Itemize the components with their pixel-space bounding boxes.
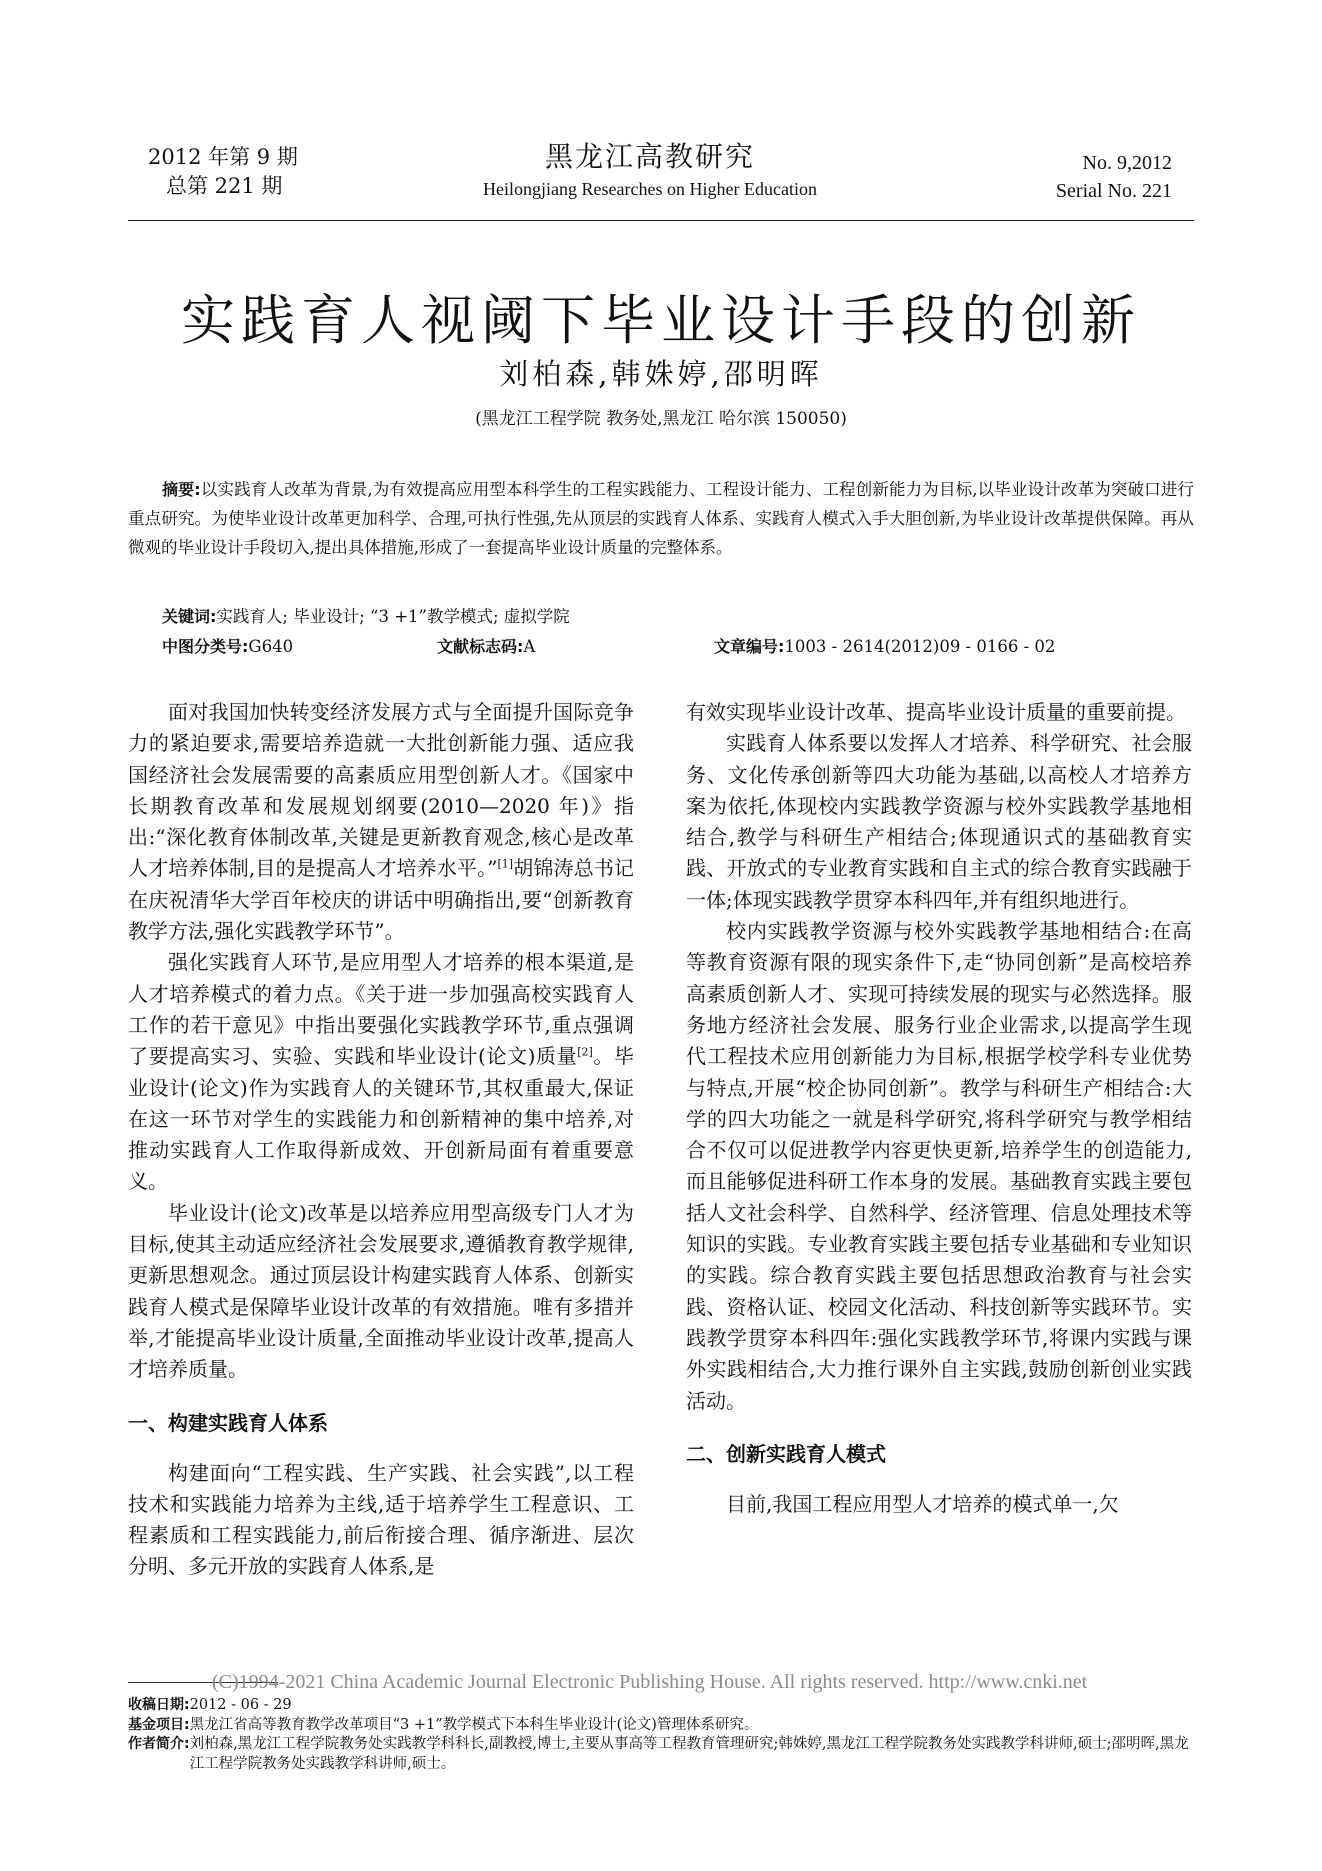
- keywords-text: 实践育人; 毕业设计; “3 +1”教学模式; 虚拟学院: [216, 607, 570, 626]
- keywords-label: 关键词:: [162, 607, 217, 626]
- body-paragraph: 目前,我国工程应用型人才培养的模式单一,欠: [726, 1491, 1119, 1516]
- article-authors: 刘柏森,韩姝婷,邵明晖: [499, 357, 823, 391]
- keywords: [162, 603, 570, 631]
- footnote-fund: [128, 1716, 1198, 1736]
- abstract-label: 摘要:: [162, 480, 201, 499]
- issue-number-en: No. 9,2012: [1082, 152, 1172, 174]
- journal-name-cn: 黑龙江高教研究: [544, 140, 755, 173]
- section-heading-2: 二、创新实践育人模式: [686, 1441, 886, 1466]
- document-code: [437, 633, 535, 661]
- copyright-watermark: (C)1994-2021 China Academic Journal Electronic Publishing House. All rights reserved. http://www.cnki.net: [212, 1671, 1088, 1693]
- body-paragraph: 构建面向“工程实践、生产实践、社会实践”,以工程技术和实践能力培养为主线,适于培养学生工程意识、工程素质和工程实践能力,前后衔接合理、循序渐进、层次分明、多元开放的实践育人体系,是: [128, 1460, 634, 1579]
- section-heading-1: 一、构建实践育人体系: [128, 1410, 328, 1435]
- journal-header: [0, 0, 1322, 230]
- citation-ref: [1]: [497, 857, 514, 871]
- body-paragraph: 面对我国加快转变经济发展方式与全面提升国际竞争力的紧迫要求,需要培养造就一大批创新能力强、适应我国经济社会发展需要的高素质应用型创新人才。《国家中长期教育改革和发展规划纲要(2010—2020 年)》指出:“深化教育体制改革,关键是更新教育观念,核心是改革人才培养体制,目的是提高人才培养水平。”[1]胡锦涛总书记在庆祝清华大学百年校庆的讲话中明确指出,要“创新教育教学方法,强化实践教学环节”。: [128, 700, 634, 944]
- abstract: [128, 475, 1194, 562]
- author-affiliation: (黑龙江工程学院 教务处,黑龙江 哈尔滨 150050): [475, 409, 847, 429]
- body-paragraph: 实践育人体系要以发挥人才培养、科学研究、社会服务、文化传承创新等四大功能为基础,以高校人才培养方案为依托,体现校内实践教学资源与校外实践教学基地相结合,教学与科研生产相结合;体现通识式的基础教育实践、开放式的专业教育实践和自主式的综合教育实践融于一体;体现实践教学贯穿本科四年,并有组织地进行。: [686, 731, 1192, 912]
- header-divider: [128, 220, 1194, 221]
- clc-label: 中图分类号:: [162, 637, 249, 656]
- issue-info: [148, 143, 298, 201]
- footnote-received: [128, 1696, 1198, 1716]
- issue-total-number: 总第 221 期: [166, 174, 283, 198]
- journal-name: [420, 140, 880, 202]
- citation-ref: [2]: [577, 1045, 593, 1059]
- body-paragraph: 校内实践教学资源与校外实践教学基地相结合:在高等教育资源有限的现实条件下,走“协同创新”是高校培养高素质创新人才、实现可持续发展的现实与必然选择。服务地方经济社会发展、服务行业企业需求,以提高学生现代工程技术应用创新能力为目标,根据学校学科专业优势与特点,开展“校企协同创新”。教学与科研生产相结合:大学的四大功能之一就是科学研究,将科学研究与教学相结合不仅可以促进教学内容更快更新,培养学生的创造能力,而且能够促进科研工作本身的发展。基础教育实践主要包括人文社会科学、自然科学、经济管理、信息处理技术等知识的实践。专业教育实践主要包括专业基础和专业知识的实践。综合教育实践主要包括思想政治教育与社会实践、资格认证、校园文化活动、科技创新等实践环节。实践教学贯穿本科四年:强化实践教学环节,将课内实践与课外实践相结合,大力推行课外自主实践,鼓励创新创业实践活动。: [686, 919, 1192, 1413]
- abstract-text: 以实践育人改革为背景,为有效提高应用型本科学生的工程实践能力、工程设计能力、工程创新能力为目标,以毕业设计改革为突破口进行重点研究。为使毕业设计改革更加科学、合理,可执行性强,先从顶层的实践育人体系、实践育人模式入手大胆创新,为毕业设计改革提供保障。再从微观的毕业设计手段切入,提出具体措施,形成了一套提高毕业设计质量的完整体系。: [128, 480, 1194, 557]
- author-bio-text: 刘柏森,黑龙江工程学院教务处实践教学科科长,副教授,博士,主要从事高等工程教育管理研究;韩姝婷,黑龙江工程学院教务处实践教学科讲师,硕士;邵明晖,黑龙江工程学院教务处实践教学科讲师,硕士。: [189, 1736, 1189, 1772]
- serial-number-en: Serial No. 221: [1055, 180, 1172, 202]
- clc-value: G640: [248, 637, 294, 656]
- body-paragraph: 有效实现毕业设计改革、提高毕业设计质量的重要前提。: [686, 700, 1186, 724]
- article-id-label: 文章编号:: [714, 637, 785, 656]
- doc-code-label: 文献标志码:: [437, 637, 524, 656]
- body-paragraph: 强化实践育人环节,是应用型人才培养的根本渠道,是人才培养模式的着力点。《关于进一步加强高校实践育人工作的若干意见》中指出要强化实践教学环节,重点强调了要提高实习、实验、实践和毕业设计(论文)质量[2]。毕业设计(论文)作为实践育人的关键环节,其权重最大,保证在这一环节对学生的实践能力和创新精神的集中培养,对推动实践育人工作取得新成效、开创新局面有着重要意义。: [128, 950, 634, 1194]
- body-paragraph: 毕业设计(论文)改革是以培养应用型高级专门人才为目标,使其主动适应经济社会发展要求,遵循教育教学规律,更新思想观念。通过顶层设计构建实践育人体系、创新实践育人模式是保障毕业设计改革的有效措施。唯有多措并举,才能提高毕业设计质量,全面推动毕业设计改革,提高人才培养质量。: [128, 1200, 634, 1382]
- issue-info-en: [1056, 149, 1172, 205]
- article-id: [714, 633, 1055, 661]
- article-id-value: 1003 - 2614(2012)09 - 0166 - 02: [784, 637, 1056, 656]
- issue-year-number: 2012 年第 9 期: [148, 145, 298, 169]
- article-title: 实践育人视阈下毕业设计手段的创新: [181, 289, 1141, 353]
- fund-label: 基金项目:: [128, 1716, 190, 1733]
- body-column-left: [128, 697, 634, 1583]
- received-label: 收稿日期:: [128, 1697, 190, 1713]
- doc-code-value: A: [523, 637, 536, 656]
- clc-number: [162, 633, 293, 661]
- footnote-author-bio: [128, 1735, 1198, 1774]
- body-column-right: [686, 697, 1192, 1520]
- journal-name-en: Heilongjiang Researches on Higher Education: [483, 179, 817, 199]
- footnotes: [128, 1696, 1198, 1774]
- received-date: 2012 - 06 - 29: [189, 1697, 292, 1713]
- fund-text: 黑龙江省高等教育教学改革项目“3 +1”教学模式下本科生毕业设计(论文)管理体系研究。: [189, 1716, 759, 1733]
- author-bio-label: 作者简介:: [128, 1736, 190, 1752]
